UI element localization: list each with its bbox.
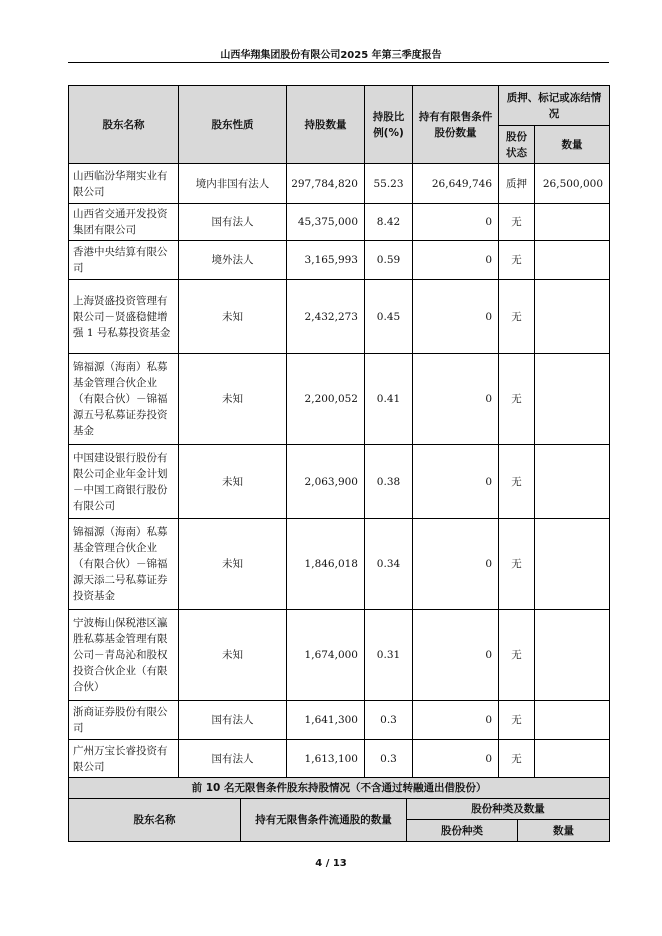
shareholder-name: 浙商证券股份有限公司 — [69, 701, 179, 740]
col-header-unrestricted: 持有无限售条件流通股的数量 — [241, 799, 407, 842]
col-header-pledge: 质押、标记或冻结情况 — [499, 86, 610, 126]
share-status: 无 — [499, 241, 535, 280]
col-header-status: 股份状态 — [499, 126, 535, 164]
shareholder-nature: 未知 — [179, 354, 287, 445]
shareholder-name: 宁波梅山保税港区瀛胜私募基金管理有限公司－青岛沁和股权投资合伙企业（有限合伙） — [69, 610, 179, 701]
holding-ratio: 0.34 — [365, 519, 413, 610]
shareholder-name: 上海贤盛投资管理有限公司－贤盛稳健增强 1 号私募投资基金 — [69, 280, 179, 354]
pledged-qty — [535, 610, 610, 701]
shares-held: 297,784,820 — [287, 164, 365, 204]
shares-held: 1,641,300 — [287, 701, 365, 740]
shareholder-name: 锦福源（海南）私募基金管理合伙企业（有限合伙）－锦福源五号私募证券投资基金 — [69, 354, 179, 445]
shareholder-nature: 境外法人 — [179, 241, 287, 280]
shareholder-name: 香港中央结算有限公司 — [69, 241, 179, 280]
report-header-title: 山西华翔集团股份有限公司2025 年第三季度报告 — [220, 50, 442, 61]
shareholder-nature: 国有法人 — [179, 701, 287, 740]
table-row — [69, 519, 610, 610]
holding-ratio: 8.42 — [365, 204, 413, 241]
restricted-shares: 0 — [413, 241, 499, 280]
shareholder-name: 山西省交通开发投资集团有限公司 — [69, 204, 179, 241]
holding-ratio: 0.3 — [365, 740, 413, 778]
holding-ratio: 0.59 — [365, 241, 413, 280]
shareholder-nature: 未知 — [179, 519, 287, 610]
share-status: 无 — [499, 519, 535, 610]
shareholder-name: 广州万宝长睿投资有限公司 — [69, 740, 179, 778]
restricted-shares: 0 — [413, 519, 499, 610]
pledged-qty — [535, 519, 610, 610]
shares-held: 1,674,000 — [287, 610, 365, 701]
pledged-qty — [535, 354, 610, 445]
share-status: 无 — [499, 701, 535, 740]
shareholder-name: 山西临汾华翔实业有限公司 — [69, 164, 179, 204]
pledged-qty — [535, 241, 610, 280]
unrestricted-shareholders-table — [68, 777, 610, 842]
shares-held: 2,200,052 — [287, 354, 365, 445]
shareholder-name: 锦福源（海南）私募基金管理合伙企业（有限合伙）－锦福源天添二号私募证券投资基金 — [69, 519, 179, 610]
col-header-restricted: 持有有限售条件股份数量 — [413, 86, 499, 164]
restricted-shares: 0 — [413, 354, 499, 445]
holding-ratio: 0.45 — [365, 280, 413, 354]
shareholder-nature: 国有法人 — [179, 204, 287, 241]
shareholder-name: 中国建设银行股份有限公司企业年金计划－中国工商银行股份有限公司 — [69, 445, 179, 519]
table-row — [69, 164, 610, 204]
holding-ratio: 0.38 — [365, 445, 413, 519]
pledged-qty — [535, 445, 610, 519]
header-rule — [68, 62, 609, 63]
restricted-shares: 0 — [413, 445, 499, 519]
share-status: 无 — [499, 204, 535, 241]
share-status: 无 — [499, 280, 535, 354]
page-number: 4 / 13 — [315, 858, 347, 869]
pledged-qty — [535, 280, 610, 354]
table-row — [69, 280, 610, 354]
shares-held: 2,432,273 — [287, 280, 365, 354]
col-header-nature: 股东性质 — [179, 86, 287, 164]
holding-ratio: 0.31 — [365, 610, 413, 701]
pledged-qty — [535, 701, 610, 740]
restricted-shares: 26,649,746 — [413, 164, 499, 204]
table-row — [69, 204, 610, 241]
share-status: 无 — [499, 354, 535, 445]
table-row — [69, 445, 610, 519]
table-row — [69, 740, 610, 778]
col-header-ratio: 持股比例(%) — [365, 86, 413, 164]
share-status: 无 — [499, 610, 535, 701]
shares-held: 2,063,900 — [287, 445, 365, 519]
holding-ratio: 0.41 — [365, 354, 413, 445]
col-header-qty: 数量 — [518, 820, 610, 842]
col-header-type-qty: 股份种类及数量 — [407, 799, 610, 820]
holding-ratio: 55.23 — [365, 164, 413, 204]
restricted-shares: 0 — [413, 740, 499, 778]
share-status: 无 — [499, 740, 535, 778]
shares-held: 1,846,018 — [287, 519, 365, 610]
col-header-shares: 持股数量 — [287, 86, 365, 164]
restricted-shares: 0 — [413, 280, 499, 354]
shares-held: 3,165,993 — [287, 241, 365, 280]
table-row — [69, 241, 610, 280]
share-status: 无 — [499, 445, 535, 519]
restricted-shares: 0 — [413, 610, 499, 701]
pledged-qty: 26,500,000 — [535, 164, 610, 204]
col-header-name: 股东名称 — [69, 799, 241, 842]
shareholder-nature: 未知 — [179, 610, 287, 701]
shareholder-nature: 未知 — [179, 445, 287, 519]
pledged-qty — [535, 204, 610, 241]
pledged-qty — [535, 740, 610, 778]
restricted-shares: 0 — [413, 204, 499, 241]
shareholder-nature: 未知 — [179, 280, 287, 354]
col-header-name: 股东名称 — [69, 86, 179, 164]
table-row — [69, 610, 610, 701]
top-shareholders-table — [68, 85, 610, 778]
unrestricted-table-title: 前 10 名无限售条件股东持股情况（不含通过转融通出借股份） — [69, 778, 610, 799]
shareholder-nature: 境内非国有法人 — [179, 164, 287, 204]
table-row — [69, 701, 610, 740]
col-header-qty: 数量 — [535, 126, 610, 164]
table-row — [69, 354, 610, 445]
shares-held: 45,375,000 — [287, 204, 365, 241]
col-header-type: 股份种类 — [407, 820, 518, 842]
holding-ratio: 0.3 — [365, 701, 413, 740]
share-status: 质押 — [499, 164, 535, 204]
restricted-shares: 0 — [413, 701, 499, 740]
shares-held: 1,613,100 — [287, 740, 365, 778]
shareholder-nature: 国有法人 — [179, 740, 287, 778]
